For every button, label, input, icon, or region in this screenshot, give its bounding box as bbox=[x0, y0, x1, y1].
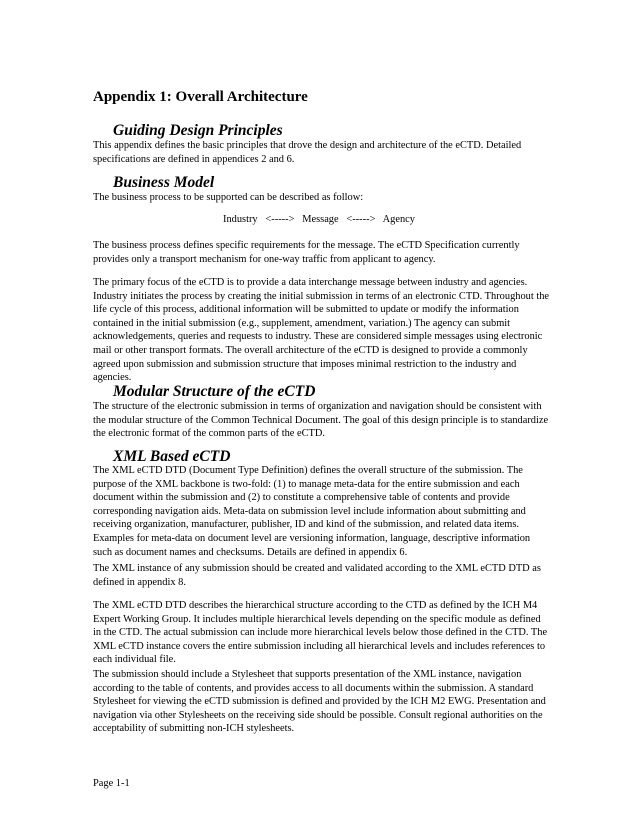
page-number: Page 1-1 bbox=[93, 778, 130, 789]
flow-arrow-left: <-----> bbox=[265, 214, 295, 225]
flow-message: Message bbox=[302, 214, 339, 225]
section-heading-business: Business Model bbox=[113, 174, 215, 191]
section-heading-modular: Modular Structure of the eCTD bbox=[113, 383, 316, 400]
paragraph-modular: The structure of the electronic submission in terms of organization and navigation should be consistent with the modular structure of the Common Technical Document. The goal of this design principle is to standardize the electronic format of the common parts of the eCTD. bbox=[93, 401, 549, 440]
paragraph-business-intro: The business process to be supported can be described as follow: bbox=[93, 192, 364, 203]
business-flow-line bbox=[0, 214, 638, 225]
page-title: Appendix 1: Overall Architecture bbox=[93, 89, 308, 105]
section-heading-guiding: Guiding Design Principles bbox=[113, 122, 283, 139]
paragraph-xml-stylesheet: The submission should include a Stylesheet that supports presentation of the XML instance, navigation according to the table of contents, and provides access to all documents within the submission. A standard Stylesheet for viewing the eCTD submission is defined and provided by the ICH M2 EWG. Presentation and navigation via other Stylesheets on the receiving side should be possible. Consult regional authorities on the acceptability of submitting non-ICH stylesheets. bbox=[93, 669, 546, 735]
paragraph-business-focus: The primary focus of the eCTD is to provide a data interchange message between industry and agencies. Industry initiates the process by creating the initial submission in terms of an electronic CTD. Throughout the life cycle of this process, additional information will be submitted to update or modify the information contained in the initial submission (e.g., supplement, amendment, variation.) The agency can submit acknowledgements, queries and requests to industry. These are considered simple messages using electronic mail or other transport formats. The overall architecture of the eCTD is designed to provide a commonly agreed upon submission and submission structure that imposes minimal restriction to the industry and agencies. bbox=[93, 277, 550, 384]
paragraph-xml-hierarchy: The XML eCTD DTD describes the hierarchical structure according to the CTD as defined by the ICH M4 Expert Working Group. It includes multiple hierarchical levels depending on the specific module as defined in the CTD. The actual submission can include more hierarchical levels below those defined in the CTD. The XML eCTD instance covers the entire submission including all hierarchical levels and includes references to each individual file. bbox=[93, 600, 548, 666]
flow-agency: Agency bbox=[382, 214, 415, 225]
section-heading-xml: XML Based eCTD bbox=[113, 448, 231, 465]
flow-industry: Industry bbox=[222, 214, 258, 225]
paragraph-xml-instance: The XML instance of any submission should be created and validated according to the XML eCTD DTD as defined in appendix 8. bbox=[93, 563, 541, 588]
paragraph-xml-dtd: The XML eCTD DTD (Document Type Definition) defines the overall structure of the submission. The purpose of the XML backbone is two-fold: (1) to manage meta-data for the entire submission and each document within the submission and (2) to constitute a comprehensive table of contents and provide corresponding navigation aids. Meta-data on submission level include information about submitting and receiving organization, manufacturer, publisher, ID and kind of the submission, and related data items. Examples for meta-data on document level are versioning information, language, descriptive information such as document names and checksums. Details are defined in appendix 6. bbox=[93, 465, 531, 558]
paragraph-guiding: This appendix defines the basic principles that drove the design and architecture of the eCTD. Detailed specifications are defined in appendices 2 and 6. bbox=[93, 140, 522, 165]
paragraph-business-requirements: The business process defines specific requirements for the message. The eCTD Specification currently provides only a transport mechanism for one-way traffic from applicant to agency. bbox=[93, 240, 520, 265]
flow-arrow-right: <-----> bbox=[346, 214, 376, 225]
